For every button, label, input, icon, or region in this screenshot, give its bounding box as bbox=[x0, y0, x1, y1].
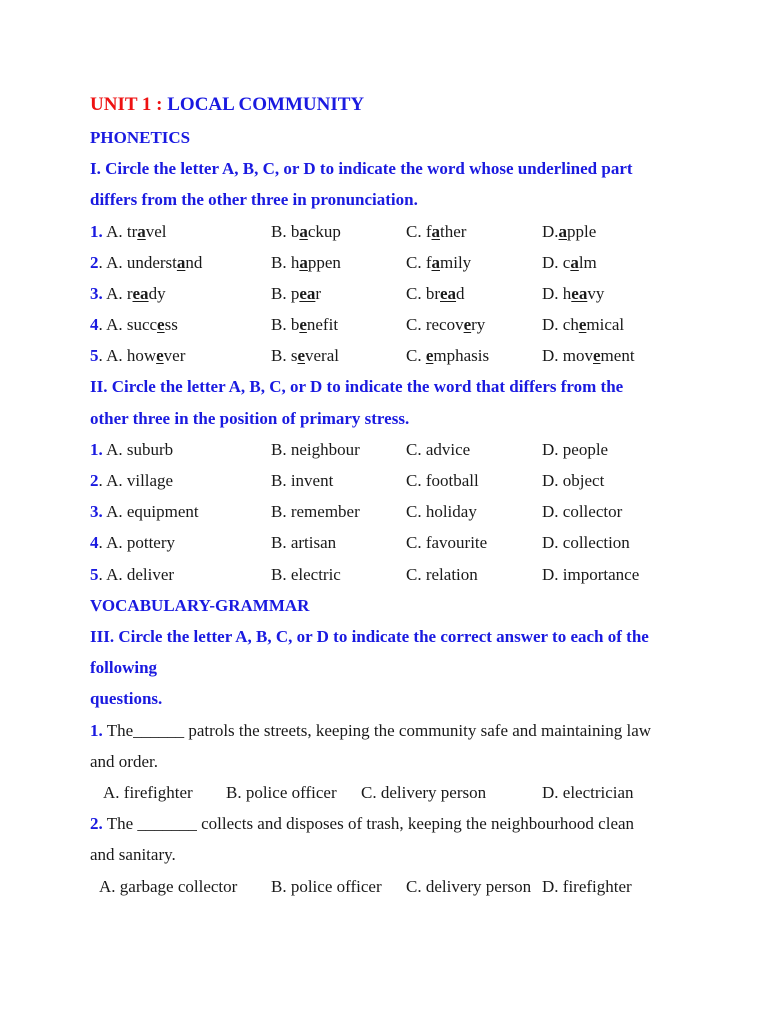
option-b: B. happen bbox=[271, 253, 341, 272]
option-c: C. holiday bbox=[406, 502, 477, 521]
option-d: D. calm bbox=[542, 253, 597, 272]
option-b: B. backup bbox=[271, 222, 341, 241]
option-d: D. firefighter bbox=[542, 877, 632, 896]
question-number: 3. bbox=[90, 284, 103, 303]
question-number: 1. bbox=[90, 222, 103, 241]
option-b: B. police officer bbox=[271, 877, 382, 896]
option-a: A. equipment bbox=[106, 502, 199, 521]
question-number: 2. bbox=[90, 814, 103, 833]
option-c: C. recovery bbox=[406, 315, 486, 334]
option-b: B. police officer bbox=[226, 783, 337, 802]
option-d: D. electrician bbox=[542, 783, 634, 802]
option-d: D. collector bbox=[542, 502, 623, 521]
option-a: A. village bbox=[106, 471, 174, 490]
option-c: C. delivery person bbox=[361, 783, 487, 802]
question-number: 1. bbox=[90, 440, 103, 459]
question-text: The______ patrols the streets, keeping the community safe and maintaining law bbox=[106, 721, 652, 740]
question-number: 2 bbox=[90, 471, 99, 490]
option-a: A. understand bbox=[106, 253, 203, 272]
question-number: 2 bbox=[90, 253, 99, 272]
option-b: B. remember bbox=[271, 502, 360, 521]
option-c: C. delivery person bbox=[406, 877, 532, 896]
option-a: A. success bbox=[106, 315, 178, 334]
option-c: C. advice bbox=[406, 440, 471, 459]
option-a: A. however bbox=[106, 346, 186, 365]
unit-title bbox=[90, 95, 364, 115]
worksheet-page: UNIT 1 : LOCAL COMMUNITY PHONETICS I. Circle the letter A, B, C, or D to indicate the word whose underlined part differs from the other three in pronunciation. 1. A. travel B. backup C. father D.apple 2. A. understand B. happen C. family D. calm 3. A. ready B. pear C. bread D. heavy 4. A. success B. benefit C. recovery D. chemical 5. A. however B. several C. emphasis D. movement II. Circle the letter A, B, C, or D to indicate the word that differs from the other three in the position of primary stress. 1. A. suburb B. neighbour C. advice D. people 2. A. village B. invent C. football D. object 3. A. equipment B. remember C. holiday D. collector 4. A. pottery B. artisan C. favourite D. collection 5. A. deliver B. electric C. relation D. importance VOCABULARY-GRAMMAR III. Circle the letter A, B, C, or D to indicate the correct answer to each of the following questions. 1. The______ patrols the streets, keeping the community safe and maintaining law and order. A. firefighter B. police officer C. delivery person D. electrician 2. The _______ collects and disposes of trash, keeping the neighbourhood clean and sanitary. A. garbage collector B. police officer C. delivery person D. firefighter bbox=[90, 94, 652, 896]
option-b: B. neighbour bbox=[271, 440, 360, 459]
question-number: 4 bbox=[90, 315, 99, 334]
option-a: A. deliver bbox=[106, 565, 175, 584]
unit-name: LOCAL COMMUNITY bbox=[167, 94, 365, 115]
option-a: A. ready bbox=[106, 284, 166, 303]
section-vocabulary-grammar: VOCABULARY-GRAMMAR bbox=[90, 596, 310, 615]
question-number: 3. bbox=[90, 502, 103, 521]
question-stem bbox=[90, 721, 651, 741]
question-number: 5 bbox=[90, 346, 99, 365]
question-number: 5 bbox=[90, 565, 99, 584]
instruction-iii-line2: following bbox=[90, 658, 158, 677]
question-text: The _______ collects and disposes of trash, keeping the neighbourhood clean bbox=[106, 814, 635, 833]
option-d: D. heavy bbox=[542, 284, 605, 303]
instruction-i-line2: differs from the other three in pronunciation. bbox=[90, 190, 418, 209]
option-b: B. benefit bbox=[271, 315, 339, 334]
option-d: D. importance bbox=[542, 565, 640, 584]
option-a: A. firefighter bbox=[103, 783, 193, 802]
question-number: 1. bbox=[90, 721, 103, 740]
option-a: A. garbage collector bbox=[99, 877, 238, 896]
option-d: D. movement bbox=[542, 346, 635, 365]
unit-prefix: UNIT 1 : bbox=[90, 94, 163, 115]
option-c: C. family bbox=[406, 253, 472, 272]
question-stem-continued: and order. bbox=[90, 752, 158, 771]
option-a: A. suburb bbox=[106, 440, 174, 459]
instruction-ii-line1: II. Circle the letter A, B, C, or D to indicate the word that differs from the bbox=[90, 377, 624, 396]
option-c: C. favourite bbox=[406, 533, 488, 552]
instruction-ii-line2: other three in the position of primary stress. bbox=[90, 409, 410, 428]
question-stem-continued: and sanitary. bbox=[90, 845, 176, 864]
option-d: D. object bbox=[542, 471, 605, 490]
option-b: B. pear bbox=[271, 284, 322, 303]
option-c: C. football bbox=[406, 471, 479, 490]
question-stem bbox=[90, 814, 634, 834]
instruction-iii-line3: questions. bbox=[90, 689, 163, 708]
option-c: C. relation bbox=[406, 565, 478, 584]
instruction-iii-line1: III. Circle the letter A, B, C, or D to indicate the correct answer to each of the bbox=[90, 627, 649, 646]
option-b: B. invent bbox=[271, 471, 334, 490]
option-c: C. bread bbox=[406, 284, 465, 303]
option-d: D.apple bbox=[542, 222, 597, 241]
option-d: D. people bbox=[542, 440, 609, 459]
option-c: C. father bbox=[406, 222, 467, 241]
option-b: B. electric bbox=[271, 565, 341, 584]
instruction-i-line1: I. Circle the letter A, B, C, or D to indicate the word whose underlined part bbox=[90, 159, 633, 178]
option-c: C. emphasis bbox=[406, 346, 490, 365]
section-phonetics: PHONETICS bbox=[90, 128, 191, 147]
option-a: A. travel bbox=[106, 222, 167, 241]
option-b: B. several bbox=[271, 346, 339, 365]
option-b: B. artisan bbox=[271, 533, 337, 552]
option-d: D. collection bbox=[542, 533, 630, 552]
option-a: A. pottery bbox=[106, 533, 175, 552]
option-d: D. chemical bbox=[542, 315, 625, 334]
question-number: 4 bbox=[90, 533, 99, 552]
